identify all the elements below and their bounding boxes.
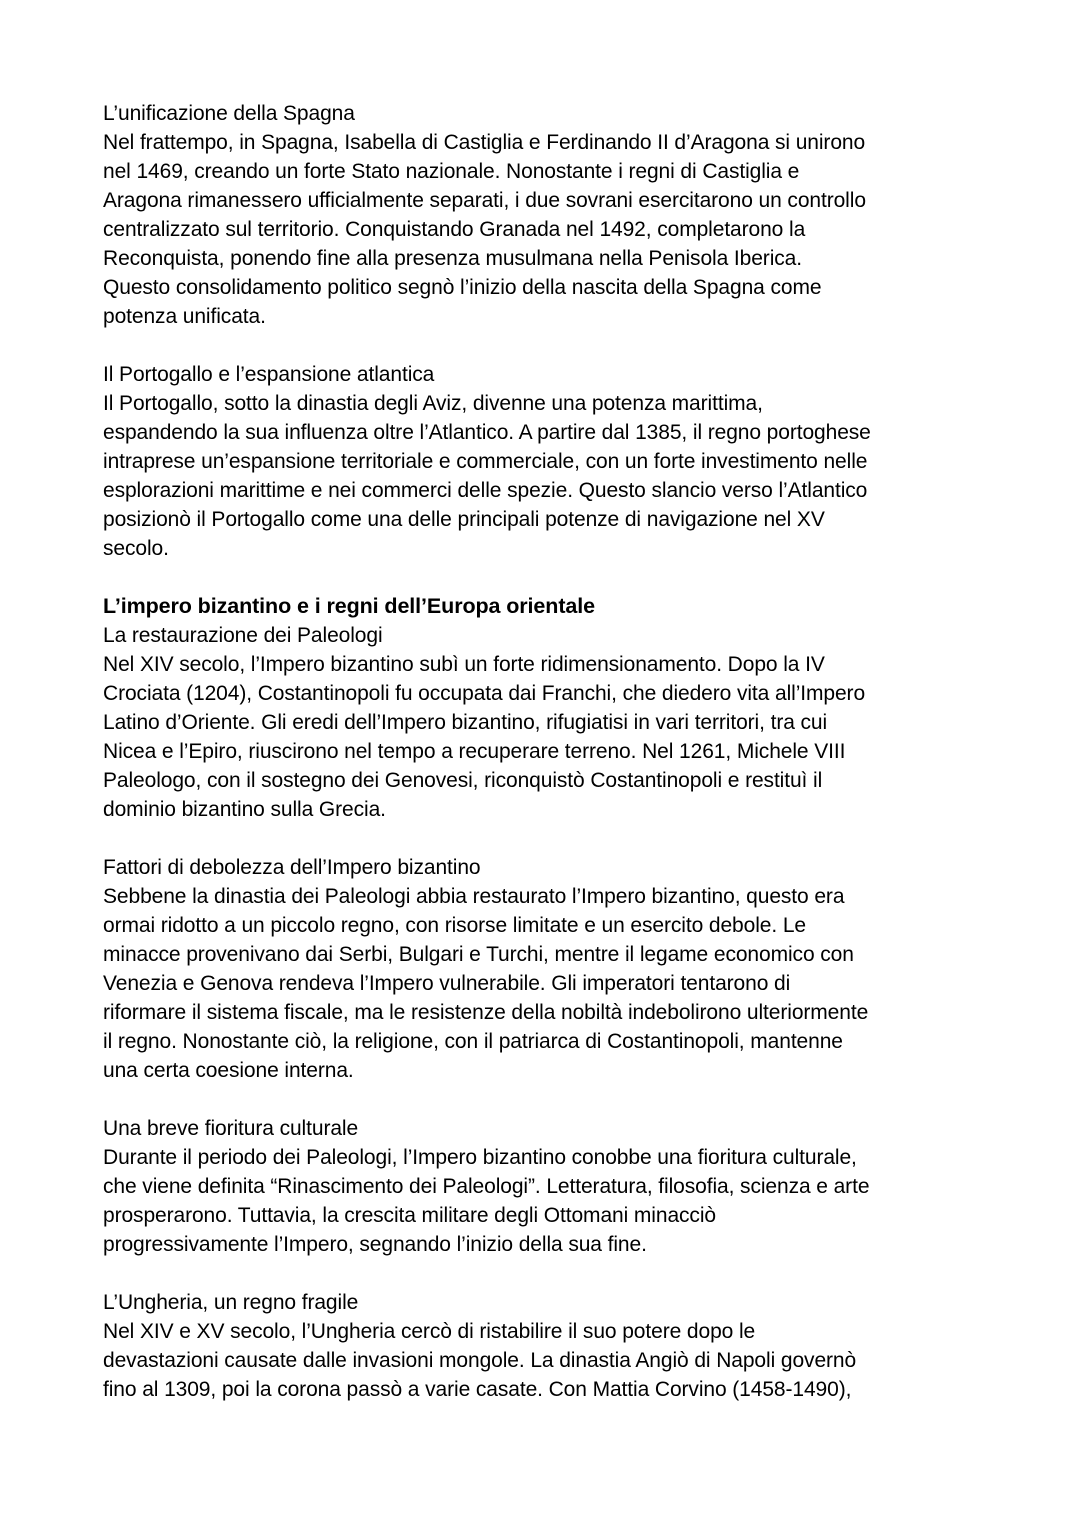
text-line: Nicea e l’Epiro, riuscirono nel tempo a recuperare terreno. Nel 1261, Michele VIII: [103, 740, 846, 763]
text-line: una certa coesione interna.: [103, 1059, 354, 1082]
text-line: posizionò il Portogallo come una delle principali potenze di navigazione nel XV: [103, 508, 825, 531]
text-line: il regno. Nonostante ciò, la religione, con il patriarca di Costantinopoli, mantenne: [103, 1030, 843, 1053]
text-line: che viene definita “Rinascimento dei Paleologi”. Letteratura, filosofia, scienza e arte: [103, 1175, 870, 1198]
text-line: nel 1469, creando un forte Stato nazionale. Nonostante i regni di Castiglia e: [103, 160, 800, 183]
text-line: espandendo la sua influenza oltre l’Atlantico. A partire dal 1385, il regno portoghese: [103, 421, 871, 444]
text-line: Durante il periodo dei Paleologi, l’Impero bizantino conobbe una fioritura culturale,: [103, 1146, 857, 1169]
text-line: riformare il sistema fiscale, ma le resistenze della nobiltà indebolirono ulteriormente: [103, 1001, 869, 1024]
text-line: Nel XIV e XV secolo, l’Ungheria cercò di ristabilire il suo potere dopo le: [103, 1320, 756, 1343]
text-line: Il Portogallo e l’espansione atlantica: [103, 363, 435, 386]
paragraph-paleologi-restoration: [103, 621, 1013, 824]
text-line: dominio bizantino sulla Grecia.: [103, 798, 386, 821]
text-line: fino al 1309, poi la corona passò a varie casate. Con Mattia Corvino (1458-1490),: [103, 1378, 852, 1401]
text-line: Fattori di debolezza dell’Impero bizantino: [103, 856, 481, 879]
text-line: esplorazioni marittime e nei commerci delle spezie. Questo slancio verso l’Atlantico: [103, 479, 868, 502]
text-line: L’unificazione della Spagna: [103, 102, 355, 125]
text-line: progressivamente l’Impero, segnando l’inizio della sua fine.: [103, 1233, 647, 1256]
text-line: Nel XIV secolo, l’Impero bizantino subì un forte ridimensionamento. Dopo la IV: [103, 653, 825, 676]
text-line: devastazioni causate dalle invasioni mongole. La dinastia Angiò di Napoli governò: [103, 1349, 857, 1372]
paragraph-hungary-fragile-kingdom: [103, 1288, 1013, 1404]
paragraph-cultural-flowering: [103, 1114, 1013, 1259]
text-line: Reconquista, ponendo fine alla presenza musulmana nella Penisola Iberica.: [103, 247, 802, 270]
text-line: minacce provenivano dai Serbi, Bulgari e Turchi, mentre il legame economico con: [103, 943, 854, 966]
paragraph-byzantine-weakness-factors: [103, 853, 1013, 1085]
text-line: ormai ridotto a un piccolo regno, con risorse limitate e un esercito debole. Le: [103, 914, 806, 937]
text-line: Crociata (1204), Costantinopoli fu occupata dai Franchi, che diedero vita all’Impero: [103, 682, 866, 705]
text-line: Nel frattempo, in Spagna, Isabella di Castiglia e Ferdinando II d’Aragona si unirono: [103, 131, 866, 154]
text-line: centralizzato sul territorio. Conquistando Granada nel 1492, completarono la: [103, 218, 806, 241]
text-line: Paleologo, con il sostegno dei Genovesi, riconquistò Costantinopoli e restituì il: [103, 769, 823, 792]
text-line: Aragona rimanessero ufficialmente separati, i due sovrani esercitarono un controllo: [103, 189, 866, 212]
text-line: prosperarono. Tuttavia, la crescita militare degli Ottomani minacciò: [103, 1204, 716, 1227]
text-line: potenza unificata.: [103, 305, 266, 328]
text-line: Una breve fioritura culturale: [103, 1117, 359, 1140]
text-line: intraprese un’espansione territoriale e commerciale, con un forte investimento nelle: [103, 450, 868, 473]
text-line: Venezia e Genova rendeva l’Impero vulnerabile. Gli imperatori tentarono di: [103, 972, 791, 995]
document-content: [103, 99, 1013, 1433]
text-line: La restaurazione dei Paleologi: [103, 624, 383, 647]
text-line: secolo.: [103, 537, 169, 560]
text-line: Sebbene la dinastia dei Paleologi abbia restaurato l’Impero bizantino, questo era: [103, 885, 845, 908]
text-line: Latino d’Oriente. Gli eredi dell’Impero bizantino, rifugiatisi in vari territori, tra cui: [103, 711, 828, 734]
paragraph-spain-unification: [103, 99, 1013, 331]
section-heading-byzantine-empire: L’impero bizantino e i regni dell’Europa orientale: [103, 594, 595, 618]
paragraph-portugal-atlantic-expansion: [103, 360, 1013, 563]
text-line: Il Portogallo, sotto la dinastia degli Aviz, divenne una potenza marittima,: [103, 392, 763, 415]
text-line: Questo consolidamento politico segnò l’inizio della nascita della Spagna come: [103, 276, 822, 299]
text-line: L’Ungheria, un regno fragile: [103, 1291, 359, 1314]
